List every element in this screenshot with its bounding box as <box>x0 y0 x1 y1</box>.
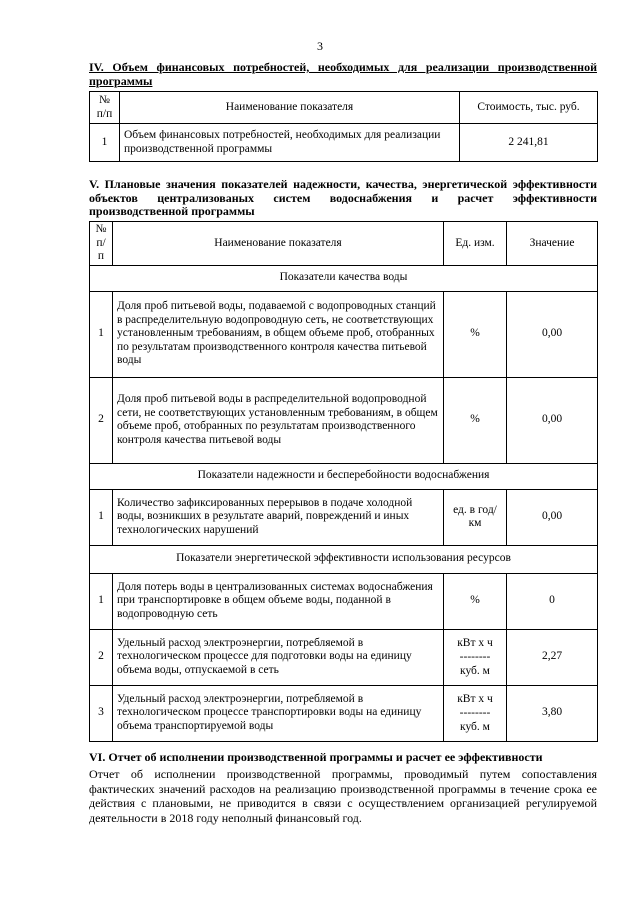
category-reliability: Показатели надежности и бесперебойности водоснабжения <box>90 463 598 489</box>
table-row <box>90 291 598 377</box>
unit-separator: -------- <box>459 650 491 663</box>
category-quality: Показатели качества воды <box>90 265 598 291</box>
row-num: 2 <box>90 629 113 685</box>
row-num: 2 <box>90 377 113 463</box>
row-num: 3 <box>90 685 113 741</box>
unit-denominator: куб. м <box>460 664 490 677</box>
financial-needs-table <box>89 91 598 162</box>
row-name: Удельный расход электроэнергии, потребляемой в технологическом процессе транспортировки воды на единицу объема транспортируемой воды <box>113 685 444 741</box>
row-value: 0,00 <box>507 291 598 377</box>
row-name: Удельный расход электроэнергии, потребляемой в технологическом процессе для подготовки воды на единицу объема воды, отпускаемой в сеть <box>113 629 444 685</box>
indicators-table <box>89 221 598 742</box>
page-number: 3 <box>317 39 323 53</box>
section-vi-text: Отчет об исполнении производственной программы, проводимый путем сопоставления фактических значений расходов на реализацию производственной программы в течение срока ее действия с плановыми, не приводится в связи с осуществлением организацией регулируемой деятельности в 2018 году неполный финансовый год. <box>89 767 597 825</box>
section-v-heading: V. Плановые значения показателей надежности, качества, энергетической эффективности объектов централизованых систем водоснабжения и расчет эффективности производственной программы <box>89 177 597 218</box>
row-name: Доля потерь воды в централизованных системах водоснабжения при транспортировке в общем объеме воды, поданной в водопроводную сеть <box>113 573 444 629</box>
row-num: 1 <box>90 291 113 377</box>
row-unit: % <box>444 573 507 629</box>
row-value: 3,80 <box>507 685 598 741</box>
table-row <box>90 489 598 545</box>
category-row-energy <box>90 545 598 573</box>
row-value: 0 <box>507 573 598 629</box>
row-unit: % <box>444 291 507 377</box>
row-name: Доля проб питьевой воды, подаваемой с водопроводных станций в распределительную водопроводную сеть, не соответствующих установленным требованиям, в общем объеме проб, отобранных по результатам производственного контроля качества питьевой воды <box>113 291 444 377</box>
section-iv-heading: IV. Объем финансовых потребностей, необходимых для реализации производственной программы <box>89 60 597 88</box>
row-unit <box>444 629 507 685</box>
unit-numerator: кВт х ч <box>457 692 493 705</box>
row-unit: ед. в год/км <box>444 489 507 545</box>
table-row <box>90 573 598 629</box>
row-value: 2 241,81 <box>460 124 598 162</box>
table-row <box>90 377 598 463</box>
table-row <box>90 124 598 162</box>
table-header-row <box>90 222 598 266</box>
unit-separator: -------- <box>459 706 491 719</box>
row-value: 0,00 <box>507 489 598 545</box>
header-name: Наименование показателя <box>120 92 460 124</box>
table-row <box>90 685 598 741</box>
row-num: 1 <box>90 124 120 162</box>
row-num: 1 <box>90 489 113 545</box>
category-row-reliability <box>90 463 598 489</box>
row-value: 0,00 <box>507 377 598 463</box>
unit-denominator: куб. м <box>460 720 490 733</box>
row-name: Объем финансовых потребностей, необходимых для реализации производственной программы <box>120 124 460 162</box>
table-row <box>90 629 598 685</box>
category-row-quality <box>90 265 598 291</box>
header-unit: Ед. изм. <box>444 222 507 266</box>
table-header-row <box>90 92 598 124</box>
row-name: Доля проб питьевой воды в распределительной водопроводной сети, не соответствующих установленным требованиям, в общем объеме проб, отобранных по результатам производственного контроля качества питьевой воды <box>113 377 444 463</box>
row-num: 1 <box>90 573 113 629</box>
header-num: № п/п <box>90 222 113 266</box>
category-energy: Показатели энергетической эффективности использования ресурсов <box>90 545 598 573</box>
row-value: 2,27 <box>507 629 598 685</box>
row-unit <box>444 685 507 741</box>
unit-numerator: кВт х ч <box>457 636 493 649</box>
section-vi-heading: VI. Отчет об исполнении производственной программы и расчет ее эффективности <box>89 750 543 764</box>
header-name: Наименование показателя <box>113 222 444 266</box>
header-num: № п/п <box>90 92 120 124</box>
header-cost: Стоимость, тыс. руб. <box>460 92 598 124</box>
row-unit: % <box>444 377 507 463</box>
row-name: Количество зафиксированных перерывов в подаче холодной воды, возникших в результате аварий, повреждений и иных технологических нарушений <box>113 489 444 545</box>
header-value: Значение <box>507 222 598 266</box>
